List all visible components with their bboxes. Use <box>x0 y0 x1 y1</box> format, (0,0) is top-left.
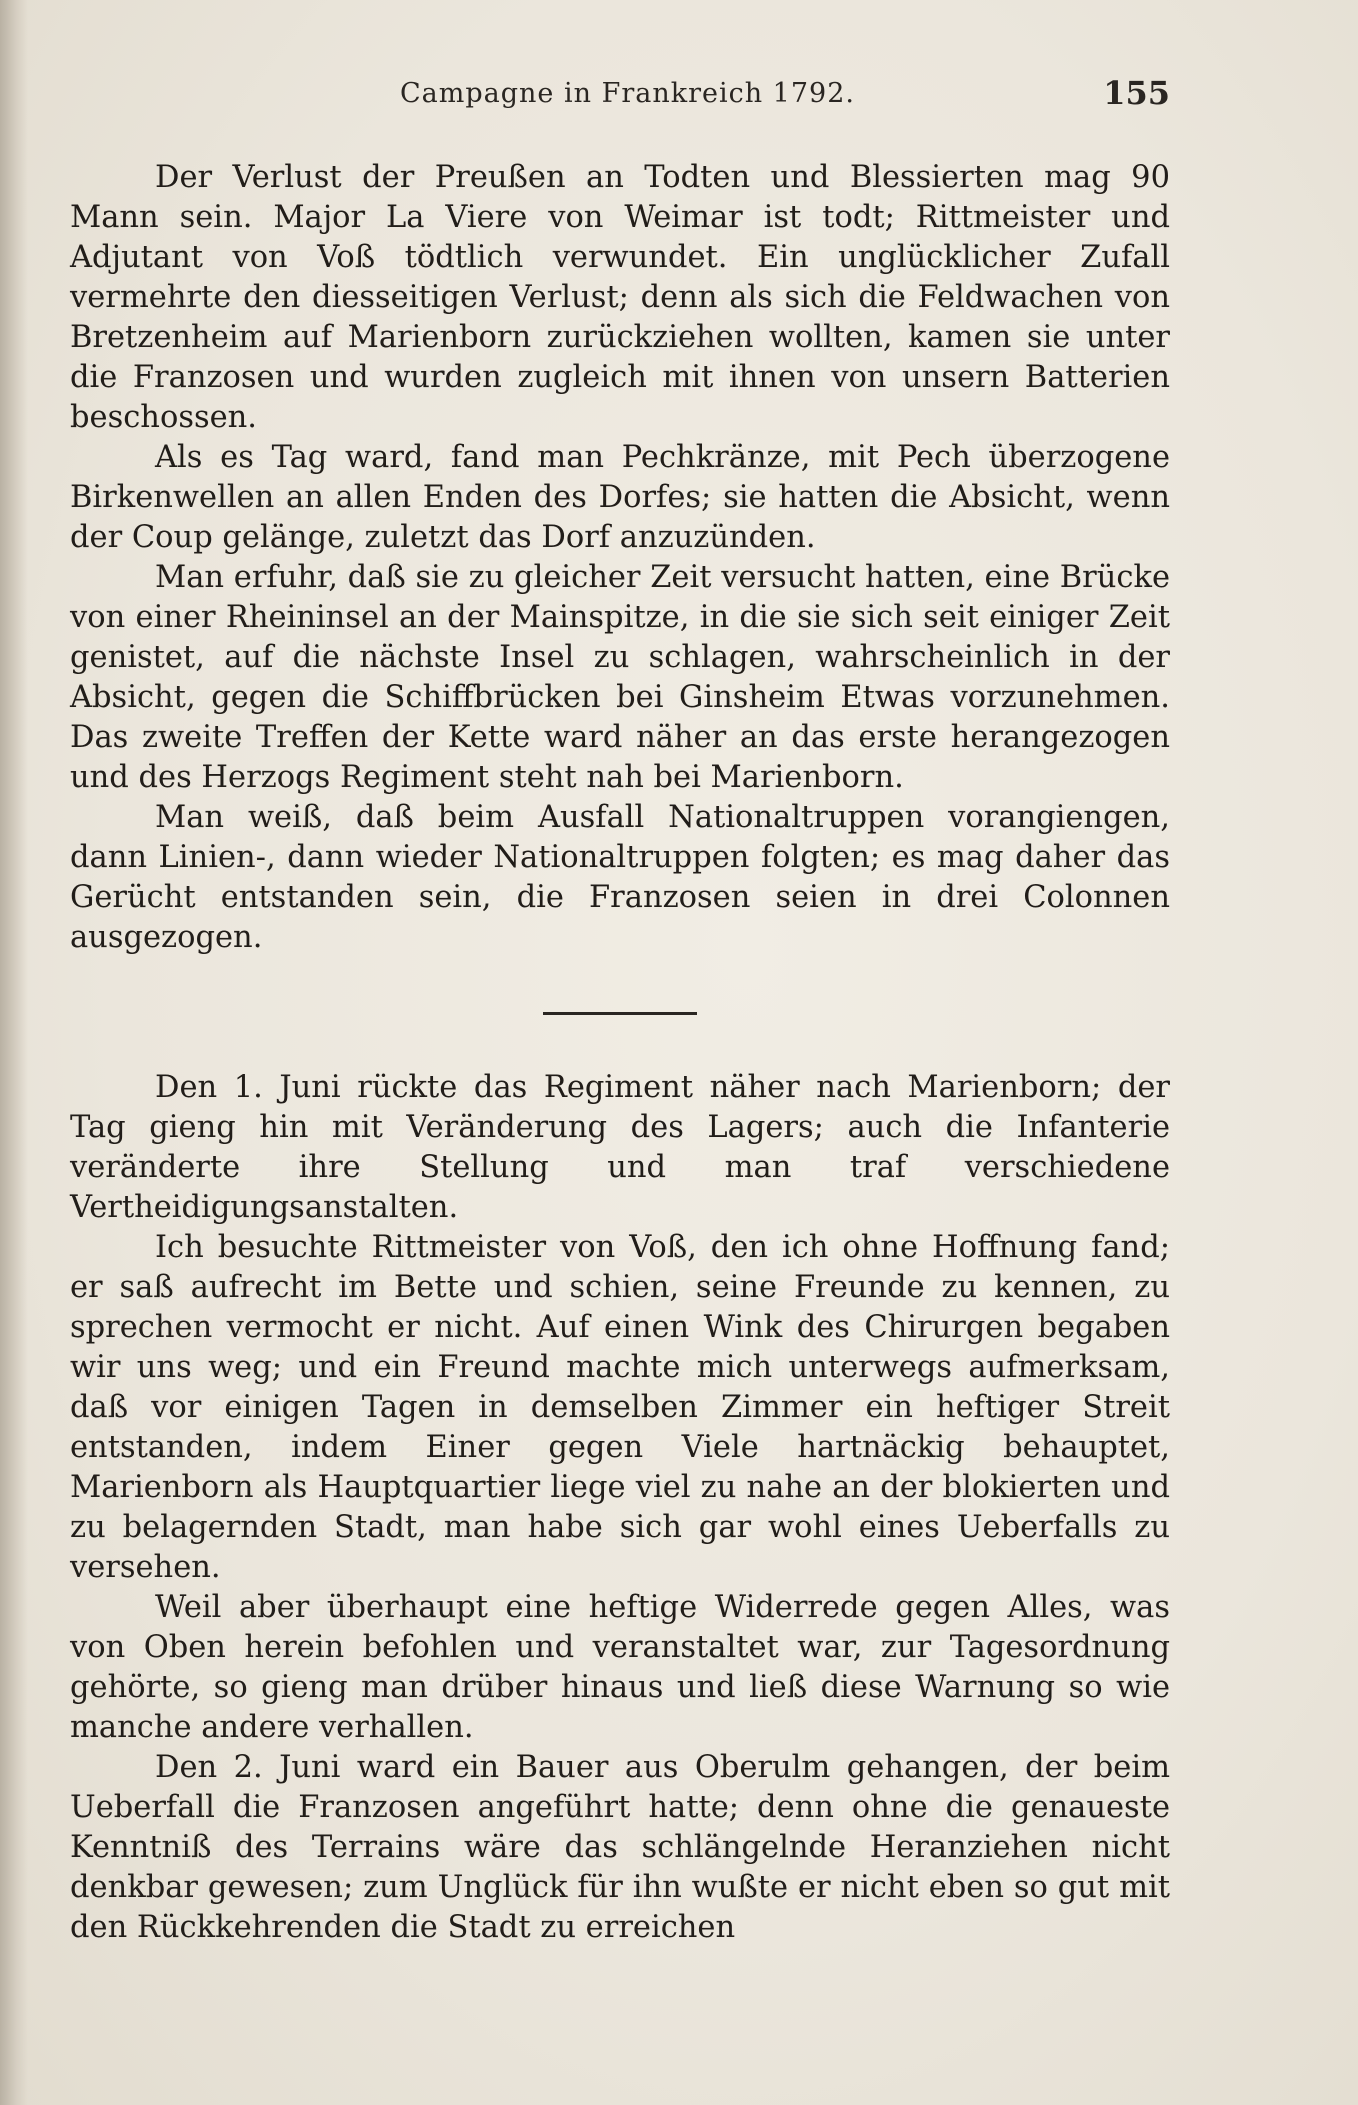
paragraph: Man erfuhr, daß sie zu gleicher Zeit versucht hatten, eine Brücke von einer Rheininsel an der Mainspitze, in die sie sich seit einiger Zeit genistet, auf die nächste Insel zu schlagen, wahrscheinlich in der Absicht, gegen die Schiffbrücken bei Ginsheim Etwas vorzunehmen. Das zweite Treffen der Kette ward näher an das erste herangezogen und des Herzogs Regiment steht nah bei Marienborn. <box>70 560 1170 795</box>
running-title: Campagne in Frankreich 1792. <box>400 78 855 109</box>
paragraph: Ich besuchte Rittmeister von Voß, den ich ohne Hoffnung fand; er saß aufrecht im Bette und schien, seine Freunde zu kennen, zu sprechen vermocht er nicht. Auf einen Wink des Chirurgen begaben wir uns weg; und ein Freund machte mich unterwegs aufmerksam, daß vor einigen Tagen in demselben Zimmer ein heftiger Streit entstanden, indem Einer gegen Viele hartnäckig behauptet, Marienborn als Hauptquartier liege viel zu nahe an der blokierten und zu belagernden Stadt, man habe sich gar wohl eines Ueberfalls zu versehen. <box>70 1230 1170 1585</box>
paragraph: Den 2. Juni ward ein Bauer aus Oberulm gehangen, der beim Ueberfall die Franzosen angeführt hatte; denn ohne die genaueste Kenntniß des Terrains wäre das schlängelnde Heranziehen nicht denkbar gewesen; zum Unglück für ihn wußte er nicht eben so gut mit den Rückkehrenden die Stadt zu erreichen <box>70 1750 1170 1945</box>
paragraph: Den 1. Juni rückte das Regiment näher nach Marienborn; der Tag gieng hin mit Veränderung des Lagers; auch die Infanterie veränderte ihre Stellung und man traf verschiedene Vertheidigungsanstalten. <box>70 1070 1170 1225</box>
paragraph: Als es Tag ward, fand man Pechkränze, mit Pech überzogene Birkenwellen an allen Enden des Dorfes; sie hatten die Absicht, wenn der Coup gelänge, zuletzt das Dorf anzuzünden. <box>70 440 1170 555</box>
page-spine-shadow <box>0 0 28 2105</box>
paragraph: Man weiß, daß beim Ausfall Nationaltruppen vorangiengen, dann Linien-, dann wieder Nationaltruppen folgten; es mag daher das Gerücht entstanden sein, die Franzosen seien in drei Colonnen ausgezogen. <box>70 800 1170 955</box>
section-divider <box>543 1012 697 1015</box>
page-header <box>70 74 1170 118</box>
paragraph: Der Verlust der Preußen an Todten und Blessierten mag 90 Mann sein. Major La Viere von Weimar ist todt; Rittmeister und Adjutant von Voß tödtlich verwundet. Ein unglücklicher Zufall vermehrte den diesseitigen Verlust; denn als sich die Feldwachen von Bretzenheim auf Marienborn zurückziehen wollten, kamen sie unter die Franzosen und wurden zugleich mit ihnen von unsern Batterien beschossen. <box>70 160 1170 435</box>
page-number: 155 <box>1103 74 1170 112</box>
text-section-2 <box>70 1068 1170 1948</box>
paragraph: Weil aber überhaupt eine heftige Widerrede gegen Alles, was von Oben herein befohlen und veranstaltet war, zur Tagesordnung gehörte, so gieng man drüber hinaus und ließ diese Warnung so wie manche andere verhallen. <box>70 1590 1170 1745</box>
text-section-1 <box>70 158 1170 958</box>
